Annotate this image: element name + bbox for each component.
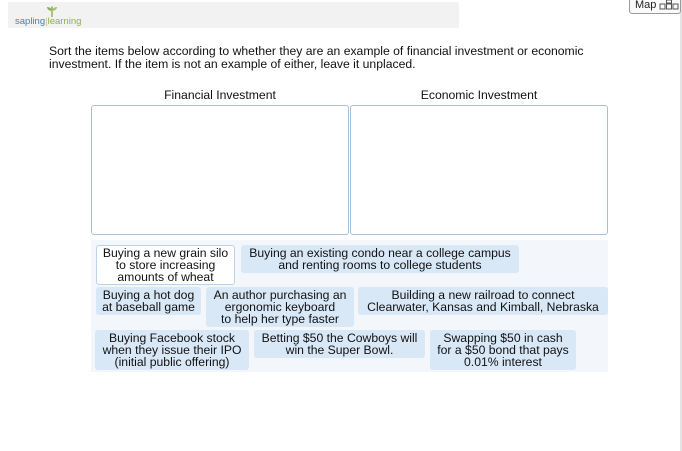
draggable-item[interactable]	[254, 330, 425, 358]
item-line: Buying a hot dog	[102, 288, 195, 302]
financial-investment-drop-zone[interactable]	[91, 105, 349, 235]
item-line: Clearwater, Kansas and Kimball, Nebraska	[367, 300, 599, 315]
item-line: when they issue their IPO	[102, 343, 242, 358]
economic-investment-heading: Economic Investment	[420, 88, 538, 102]
draggable-item[interactable]	[206, 287, 354, 327]
item-line: to help her type faster	[221, 312, 339, 327]
item-line: (initial public offering)	[114, 355, 230, 370]
item-line: Buying a new grain silo	[102, 246, 229, 260]
logo-word-sapling: sapling	[15, 16, 46, 27]
item-line: 0.01% interest	[464, 355, 542, 370]
draggable-item[interactable]	[96, 245, 235, 285]
item-line: to store increasing	[115, 258, 216, 273]
header-bar	[8, 2, 459, 28]
grid-icon	[659, 0, 679, 10]
draggable-item[interactable]	[430, 330, 576, 370]
draggable-item[interactable]	[96, 287, 201, 315]
item-line: Swapping $50 in cash	[443, 331, 563, 345]
item-line: An author purchasing an	[213, 288, 347, 302]
sapling-logo: sapling|learning	[15, 6, 105, 26]
map-button[interactable]	[629, 0, 681, 14]
item-line: and renting rooms to college students	[278, 258, 482, 273]
item-line: Betting $50 the Cowboys will	[261, 331, 418, 345]
instructions-text: Sort the items below according to whether they are an example of financial investment or economic investment. If the item is not an example of either, leave it unplaced.	[49, 44, 584, 71]
draggable-item[interactable]	[358, 287, 608, 315]
item-line: Building a new railroad to connect	[391, 288, 575, 302]
logo-word-learning: learning	[47, 16, 82, 27]
item-line: for a $50 bond that pays	[437, 343, 569, 358]
item-line: at baseball game	[102, 300, 195, 315]
item-line: Buying Facebook stock	[108, 331, 235, 345]
item-line: win the Super Bowl.	[285, 343, 394, 358]
draggable-item[interactable]	[241, 245, 519, 273]
item-line: Buying an existing condo near a college campus	[249, 246, 511, 260]
draggable-item[interactable]	[95, 330, 249, 370]
item-line: ergonomic keyboard	[224, 300, 336, 315]
economic-investment-drop-zone[interactable]	[350, 105, 608, 235]
item-line: amounts of wheat	[117, 270, 214, 285]
financial-investment-heading: Financial Investment	[164, 88, 276, 102]
map-button-label: Map	[635, 0, 657, 11]
